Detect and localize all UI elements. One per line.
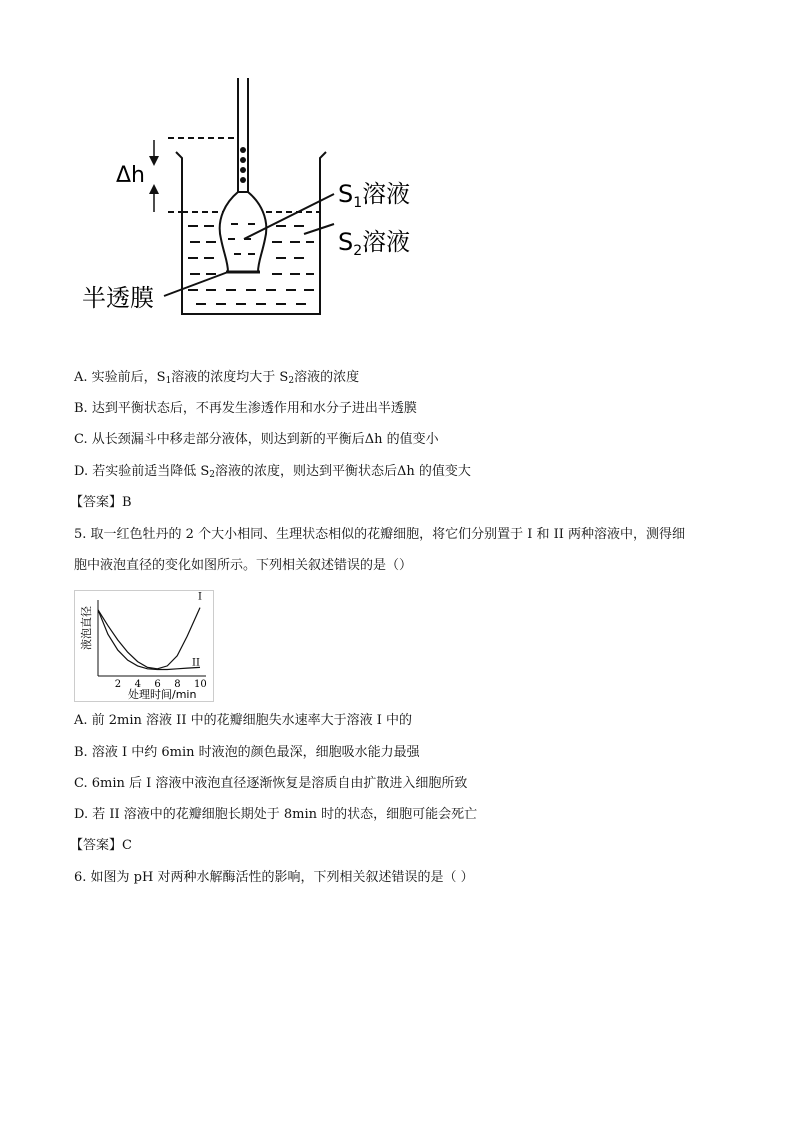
- s1-solution-label: $S_1$溶液: [338, 180, 411, 211]
- chart-x-tick-label: 4: [134, 679, 141, 690]
- delta-h-label: Δh: [116, 163, 145, 188]
- q5-option-d: D. 若 II 溶液中的花瓣细胞长期处于 8min 时的状态，细胞可能会死亡: [74, 807, 478, 822]
- q4-option-c: C. 从长颈漏斗中移走部分液体，则达到新的平衡后Δh 的值变小: [74, 432, 439, 447]
- q5-option-c: C. 6min 后 I 溶液中液泡直径逐渐恢复是溶质自由扩散进入细胞所致: [74, 776, 468, 791]
- q5-answer: 【答案】C: [70, 838, 132, 853]
- q5-option-a: A. 前 2min 溶液 II 中的花瓣细胞失水速率大于溶液 I 中的: [74, 713, 412, 728]
- q4-option-b: B. 达到平衡状态后，不再发生渗透作用和水分子进出半透膜: [74, 401, 417, 416]
- chart-x-tick-label: 6: [154, 679, 161, 690]
- chart-series-label-2: II: [192, 657, 200, 669]
- vacuole-diameter-chart: [74, 590, 214, 702]
- membrane-label: 半透膜: [82, 284, 154, 312]
- chart-x-tick-label: 2: [114, 679, 122, 690]
- q4-option-a: A. 实验前后，$S_1$溶液的浓度均大于 $S_2$溶液的浓度: [74, 370, 360, 386]
- q6-stem: 6. 如图为 pH 对两种水解酶活性的影响，下列相关叙述错误的是（ ）: [74, 870, 474, 885]
- q4-option-d: D. 若实验前适当降低 $S_2$溶液的浓度，则达到平衡状态后Δh 的值变大: [74, 464, 471, 480]
- chart-y-label: 液泡直径: [80, 606, 93, 650]
- chart-x-tick-label: 8: [174, 679, 181, 690]
- q5-stem-line2: 胞中液泡直径的变化如图所示。下列相关叙述错误的是（）: [74, 558, 413, 573]
- chart-series-label-1: I: [198, 591, 202, 603]
- osmosis-apparatus-figure: [76, 74, 426, 324]
- chart-x-label: 处理时间/min: [128, 688, 197, 701]
- s2-solution-label: $S_2$溶液: [338, 228, 411, 259]
- q5-stem-line1: 5. 取一红色牡丹的 2 个大小相同、生理状态相似的花瓣细胞，将它们分别置于 I 和 II 两种溶液中，测得细: [74, 527, 686, 542]
- q5-option-b: B. 溶液 I 中约 6min 时液泡的颜色最深，细胞吸水能力最强: [74, 745, 420, 760]
- chart-x-tick-label: 10: [194, 679, 207, 690]
- q4-answer: 【答案】B: [70, 495, 132, 510]
